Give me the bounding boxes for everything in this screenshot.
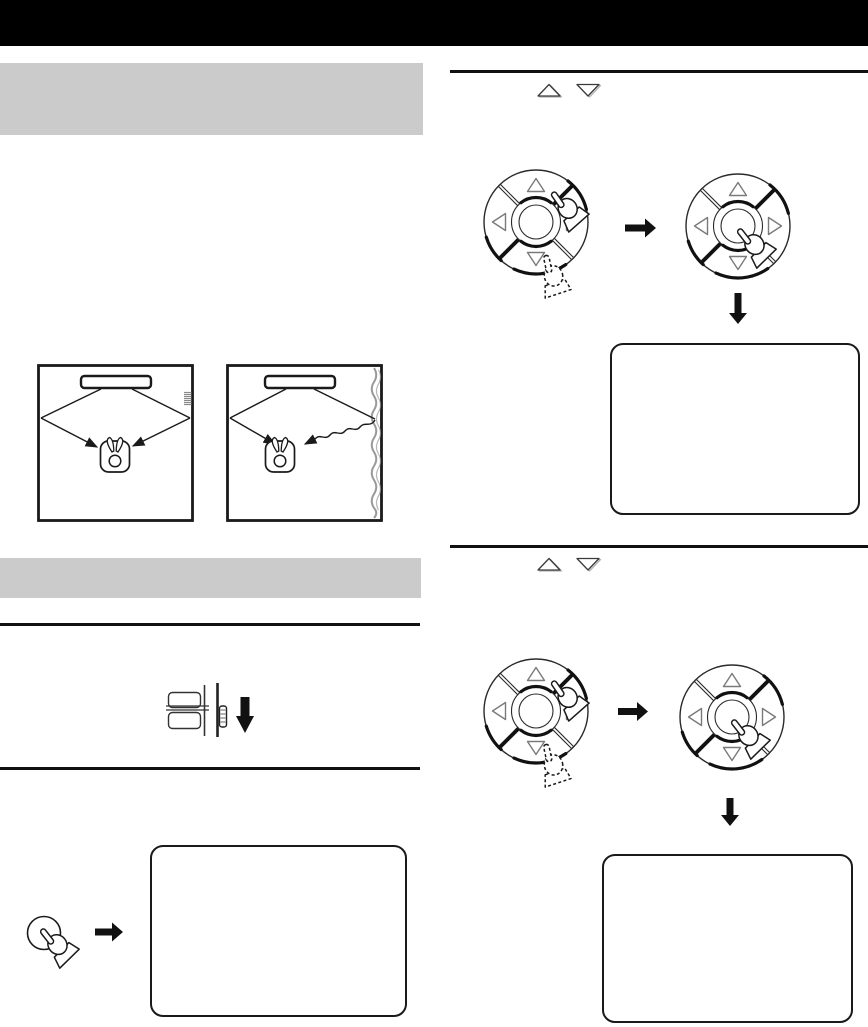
down-arrow-icon — [236, 697, 254, 733]
section-header-1 — [0, 63, 423, 135]
divider-line — [450, 545, 868, 548]
listener-person-icon — [101, 438, 130, 473]
dpad-press-center-icon — [686, 174, 790, 278]
slide-switch-illustration — [160, 676, 265, 740]
blank-screen-placeholder — [610, 343, 860, 515]
right-arrow-icon — [618, 702, 648, 721]
up-down-buttons — [530, 554, 608, 574]
blank-screen-placeholder — [150, 845, 407, 1017]
rear-port-icon — [169, 713, 201, 729]
listener-person-icon — [266, 438, 295, 473]
button-press-flow — [20, 902, 140, 972]
dpad-press-up-down-icon — [484, 170, 591, 298]
blank-screen-placeholder — [602, 854, 853, 1023]
tv-screen-icon — [265, 376, 335, 388]
up-down-triangle-icons — [538, 559, 601, 572]
down-arrow-icon — [721, 798, 739, 826]
section-header-2 — [0, 558, 421, 598]
down-arrow-icon — [729, 293, 747, 324]
wall-blinds-icon — [184, 393, 192, 405]
divider-line — [450, 70, 868, 73]
listening-diagram-blinds — [37, 364, 194, 522]
dpad-press-up-down-icon — [484, 659, 591, 787]
right-arrow-icon — [625, 219, 656, 238]
dpad-step-flow-2 — [478, 650, 813, 830]
rear-port-icon — [169, 693, 201, 708]
tv-screen-icon — [81, 376, 151, 388]
slide-switch-knob-icon — [220, 706, 227, 727]
listening-diagram-curtain — [226, 364, 383, 522]
up-down-buttons — [530, 80, 608, 100]
right-arrow-icon — [95, 923, 123, 942]
up-down-triangle-icons — [538, 85, 601, 98]
divider-line — [0, 623, 420, 626]
dpad-press-center-icon — [680, 665, 784, 769]
dpad-step-flow-1 — [478, 164, 813, 336]
divider-line — [0, 767, 420, 770]
top-title-bar — [0, 0, 868, 46]
